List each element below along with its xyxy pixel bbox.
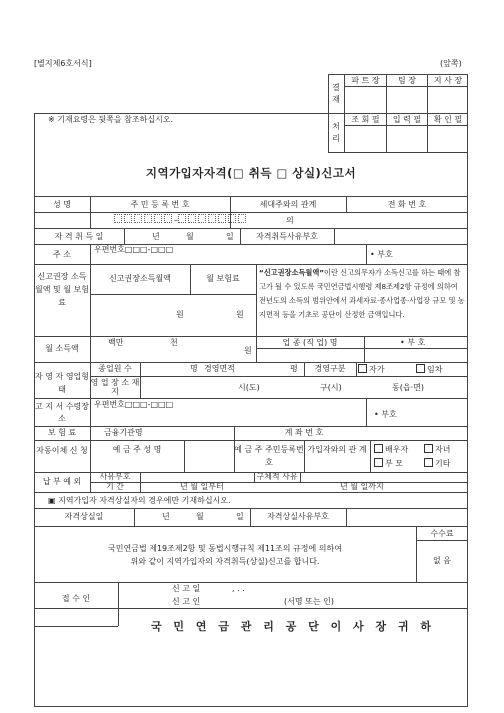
report-date-label: 신 고 일 xyxy=(172,584,201,593)
won-1: 원 xyxy=(176,310,184,319)
industry-label: 업 종 (직 업) 명 xyxy=(282,338,338,347)
unit-won: 원 xyxy=(244,346,252,355)
site-dong: 동(읍·면) xyxy=(392,383,424,392)
business-type-label: 경영구분 xyxy=(314,364,346,373)
declaration-line-2: 위와 같이 지역가입자의 자격취득(상실)신고를 합니다. xyxy=(130,557,320,566)
approval-col-1: 파 트 장 xyxy=(351,76,380,85)
loss-day: 일 xyxy=(236,512,244,521)
approval-col-3: 지 사 장 xyxy=(433,76,463,85)
instruction-note: ※ 기재요령은 뒷쪽을 참조하십시오. xyxy=(48,115,174,124)
acquisition-reason-label: 자격취득사유부호 xyxy=(256,232,318,241)
opt-owned[interactable]: 자가 xyxy=(358,364,384,375)
exempt-reason: 구체적 사유 xyxy=(256,472,298,481)
unit-million: 백만 xyxy=(108,338,124,347)
relation-suffix: 의 xyxy=(286,216,294,225)
receipt-label: 접 수 인 xyxy=(61,594,91,603)
form-title: 지역가입자자격(□ 취득 □ 상실)신고서 xyxy=(145,166,357,180)
unit-thousand: 천 xyxy=(170,338,178,347)
report-date-marks: , . . xyxy=(232,584,245,593)
exempt-from: 년 월 일부터 xyxy=(180,482,224,491)
income-label: 신고권장 소득월액 및 월 보험료 xyxy=(35,272,89,307)
recommended-income-label: 신고권장소득월액 xyxy=(109,274,171,283)
loss-reason-label: 자격상실사유부호 xyxy=(267,512,329,521)
rel-parent[interactable]: 부 모 xyxy=(374,458,403,469)
fee-value: 없 음 xyxy=(433,556,451,565)
acq-day: 일 xyxy=(226,232,234,241)
area-unit: 평 xyxy=(290,364,298,373)
declaration-line-1: 국민연금법 제19조제2항 및 동법시행규칙 제11조의 규정에 의하여 xyxy=(108,544,342,553)
address-code: • 부호 xyxy=(370,250,393,259)
address-label: 주 소 xyxy=(53,250,71,259)
relation-label: 세대주와의 관계 xyxy=(259,200,317,209)
reporter-label: 신 고 인 xyxy=(172,597,201,606)
processing-label: 처리 xyxy=(332,122,340,143)
loss-year: 년 xyxy=(162,512,170,521)
industry-code: • 부 호 xyxy=(400,338,426,347)
holder-relation-label: 가입자와의 관 계 xyxy=(307,445,367,454)
approval-label: 결재 xyxy=(332,83,340,104)
acquisition-date-label: 자 격 취 득 일 xyxy=(54,232,104,241)
bank-label: 금융기관명 xyxy=(104,428,143,437)
rrn-label: 주 민 등 록 번 호 xyxy=(130,200,190,209)
notice-code: • 부호 xyxy=(374,410,397,419)
rrn-boxes[interactable]: – xyxy=(114,214,248,226)
opt-rented[interactable]: 임차 xyxy=(416,364,442,375)
holder-name-label: 예 금 주 성 명 xyxy=(112,445,162,454)
address-postal: 우편번호□□□-□□□ xyxy=(94,245,174,254)
monthly-income-label: 월 소득액 xyxy=(45,344,79,353)
approval-col-2: 팀 장 xyxy=(398,76,416,85)
holder-rrn-label: 예 금 주 주민등록번호 xyxy=(234,445,304,467)
loss-date-label: 자격상실일 xyxy=(64,512,104,521)
self-employed-label: 자 영 자 영업형태 xyxy=(35,372,89,394)
rel-other[interactable]: 기타 xyxy=(424,458,450,469)
site-gu: 구(시) xyxy=(320,383,342,392)
premium-label: 보 험 료 xyxy=(47,428,77,437)
sign-note: (서명 또는 인) xyxy=(284,597,334,606)
fee-label: 수수료 xyxy=(430,529,454,538)
form-number: [별지제6호서식] xyxy=(34,59,92,68)
won-2: 원 xyxy=(236,310,244,319)
processing-col-2: 입 력 필 xyxy=(392,115,422,124)
phone-label: 전 화 번 호 xyxy=(387,200,427,209)
processing-col-1: 조 회 필 xyxy=(351,115,380,124)
loss-notice: ▣ 지역가입자 자격상실자의 경우에만 기재하십시오. xyxy=(48,496,231,505)
processing-col-3: 확 인 필 xyxy=(433,115,463,124)
auto-transfer-label: 자동이체 신 청 xyxy=(36,446,88,455)
exemption-label: 납 부 예 외 xyxy=(42,477,82,486)
acq-year: 년 xyxy=(152,232,160,241)
notice-postal: 우편번호□□□-□□□ xyxy=(94,400,174,409)
loss-month: 월 xyxy=(196,512,204,521)
recipient-footer: 국 민 연 금 관 리 공 단 이 사 장 귀 하 xyxy=(150,620,436,633)
notice-place-label: 고 지 서 수령장소 xyxy=(35,402,89,423)
exempt-period: 기 간 xyxy=(106,482,124,491)
workers-unit: 명 xyxy=(190,364,198,373)
page-side: (앞쪽) xyxy=(440,59,462,68)
exempt-reason-code: 사유부호 xyxy=(99,472,131,481)
account-label: 계 좌 번 호 xyxy=(284,428,324,437)
site-si: 시(도) xyxy=(238,383,260,392)
income-explanation: “신고권장소득월액”이란 신고의무자가 소득신고를 하는 때에 참고가 될 수 있도록 국민연금법시행령 제8조제2항 규정에 의하여 전년도의 소득의 범위안에서 과세자료·종사업종·사업장 규모 및 농지면적 등을 기초로 공단이 산정한 금액입니다. xyxy=(259,268,465,319)
monthly-premium-label: 월 보험료 xyxy=(206,274,240,283)
name-label: 성 명 xyxy=(53,200,71,209)
rel-child[interactable]: 자녀 xyxy=(424,444,450,455)
area-label: 경영면적 xyxy=(204,364,235,373)
rel-spouse[interactable]: 배우자 xyxy=(374,444,408,455)
acq-month: 월 xyxy=(186,232,194,241)
workers-label: 종업원 수 xyxy=(98,364,132,373)
exempt-to: 년 월 일까지 xyxy=(340,482,384,491)
business-site-label: 영 업 장 소 재 지 xyxy=(90,378,140,396)
